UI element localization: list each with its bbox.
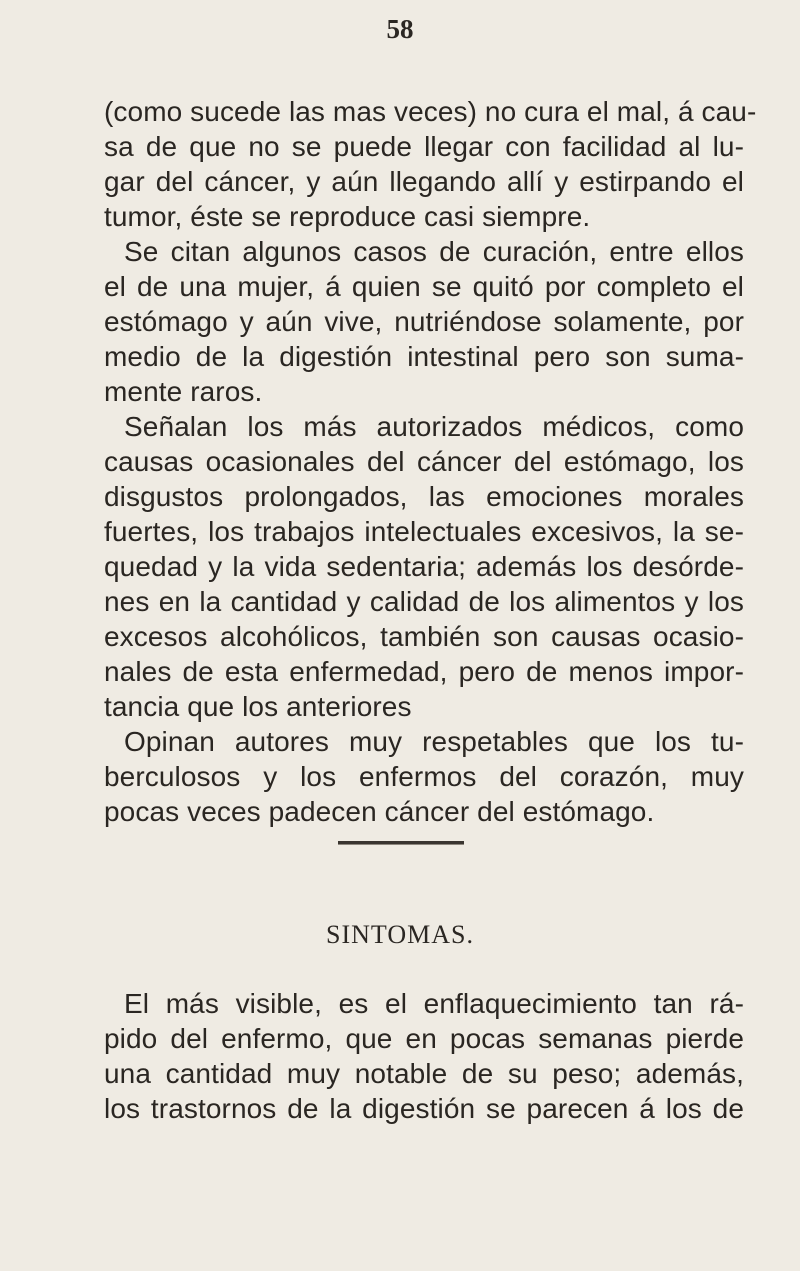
text-line: quedad y la vida sedentaria; además los desórde- — [104, 551, 744, 582]
text-line: berculosos y los enfermos del corazón, muy — [104, 761, 744, 792]
text-line: fuertes, los trabajos intelectuales excesivos, la se- — [104, 516, 744, 547]
text-line: pocas veces padecen cáncer del estómago. — [104, 796, 655, 827]
section-divider — [338, 841, 464, 845]
page-number: 58 — [386, 14, 414, 44]
text-line: tancia que los anteriores — [104, 691, 412, 722]
text-line: gar del cáncer, y aún llegando allí y estirpando el — [104, 166, 744, 197]
text-line: mente raros. — [104, 376, 263, 407]
text-line: medio de la digestión intestinal pero son suma- — [104, 341, 744, 372]
text-line: Opinan autores muy respetables que los tu- — [124, 726, 744, 757]
text-line: causas ocasionales del cáncer del estómago, los — [104, 446, 744, 477]
text-line: una cantidad muy notable de su peso; además, — [104, 1058, 744, 1089]
text-line: Señalan los más autorizados médicos, como — [124, 411, 744, 442]
section-heading: SINTOMAS. — [326, 920, 474, 949]
text-line: El más visible, es el enflaquecimiento tan rá- — [124, 988, 744, 1019]
text-line: nes en la cantidad y calidad de los alimentos y los — [104, 586, 744, 617]
text-line: disgustos prolongados, las emociones morales — [104, 481, 744, 512]
text-line: pido del enfermo, que en pocas semanas pierde — [104, 1023, 744, 1054]
text-line: excesos alcohólicos, también son causas ocasio- — [104, 621, 744, 652]
text-line: (como sucede las mas veces) no cura el mal, á cau- — [104, 96, 757, 127]
text-line: nales de esta enfermedad, pero de menos impor- — [104, 656, 744, 687]
text-line: sa de que no se puede llegar con facilidad al lu- — [104, 131, 744, 162]
text-line: tumor, éste se reproduce casi siempre. — [104, 201, 591, 232]
text-line: el de una mujer, á quien se quitó por completo el — [104, 271, 744, 302]
text-line: los trastornos de la digestión se parecen á los de — [104, 1093, 744, 1124]
text-line: estómago y aún vive, nutriéndose solamente, por — [104, 306, 744, 337]
text-line: Se citan algunos casos de curación, entre ellos — [124, 236, 744, 267]
